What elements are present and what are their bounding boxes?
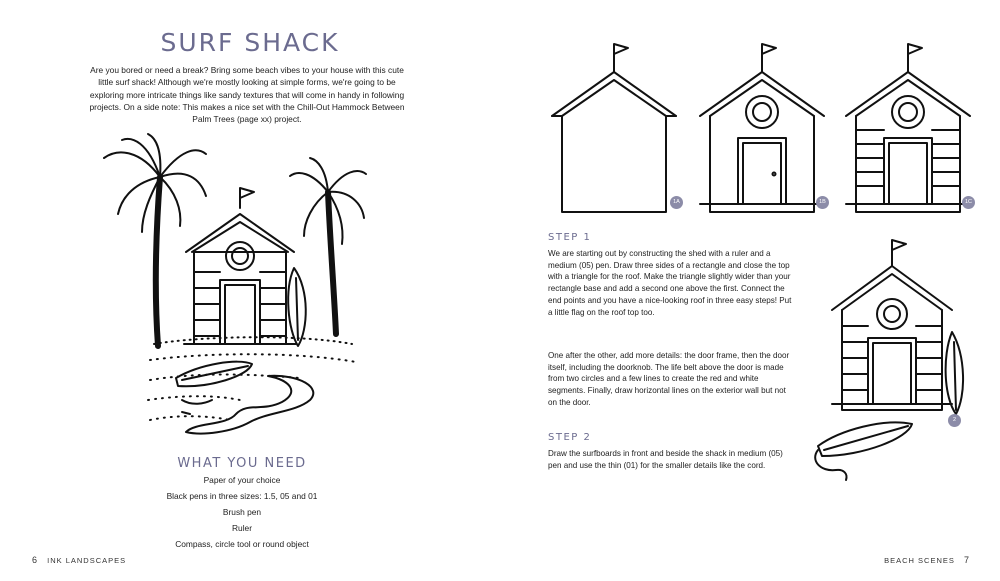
shack-step-1a-icon bbox=[552, 44, 676, 212]
what-you-need-list bbox=[0, 472, 484, 552]
list-item: Brush pen bbox=[222, 507, 262, 517]
list-item: Ruler bbox=[231, 523, 252, 533]
folio-left bbox=[26, 555, 126, 565]
what-you-need-title: WHAT YOU NEED bbox=[177, 456, 307, 471]
step-1-paragraph: We are starting out by constructing the shed with a ruler and a medium (05) pen. Draw three sides of a rectangle and close the top with a triangle for the roof. Make the triangle slightly wider than your rectangle base and add a second one above the first. Connect the end points and you have a nice-looking roof in three easy steps! Put a little flag on the roof top too. bbox=[548, 249, 792, 317]
page-number: 6 bbox=[32, 555, 39, 565]
book-section: BEACH SCENES bbox=[884, 556, 955, 565]
step-2-title: STEP 2 bbox=[548, 432, 592, 443]
page-number: 7 bbox=[963, 555, 970, 565]
shack-step-1b-icon bbox=[700, 44, 824, 212]
list-item: Black pens in three sizes: 1.5, 05 and 01 bbox=[166, 491, 318, 501]
step-badge: 1B bbox=[816, 196, 829, 209]
intro-paragraph: Are you bored or need a break? Bring some beach vibes to your house with this cute little surf shack! Although we're mostly looking at simple forms, we're going to be exploring more intricate things like sandy textures that will come in handy in following projects. On a side note: This makes a nice set with the Chill-Out Hammock Between Palm Trees (page xx) project. bbox=[89, 65, 405, 125]
shack-icon bbox=[184, 188, 296, 344]
step-badge: 1A bbox=[670, 196, 683, 209]
step-1-title: STEP 1 bbox=[548, 232, 592, 243]
book-section: INK LANDSCAPES bbox=[47, 556, 127, 565]
page-title: SURF SHACK bbox=[160, 28, 340, 57]
list-item: Compass, circle tool or round object bbox=[175, 539, 309, 549]
shack-step-1c-icon bbox=[846, 44, 970, 212]
step-2-paragraph: Draw the surfboards in front and beside the shack in medium (05) pen and use the thin (01) for the smaller details like the cord. bbox=[548, 449, 783, 470]
palm-tree-right-icon bbox=[290, 158, 366, 334]
palm-tree-left-icon bbox=[104, 134, 206, 346]
list-item: Paper of your choice bbox=[203, 475, 281, 485]
right-page bbox=[500, 0, 1000, 581]
step-1-paragraph-2: One after the other, add more details: the door frame, then the door itself, including the doorknob. The life belt above the door is made from two circles and a few lines to create the red and white segments. Finally, draw horizontal lines on the exterior wall but not on the door. bbox=[548, 351, 790, 407]
step-badge: 1C bbox=[962, 196, 975, 209]
step-badge: 2 bbox=[948, 414, 961, 427]
shack-step-2-icon bbox=[815, 240, 963, 480]
folio-right bbox=[884, 555, 976, 565]
